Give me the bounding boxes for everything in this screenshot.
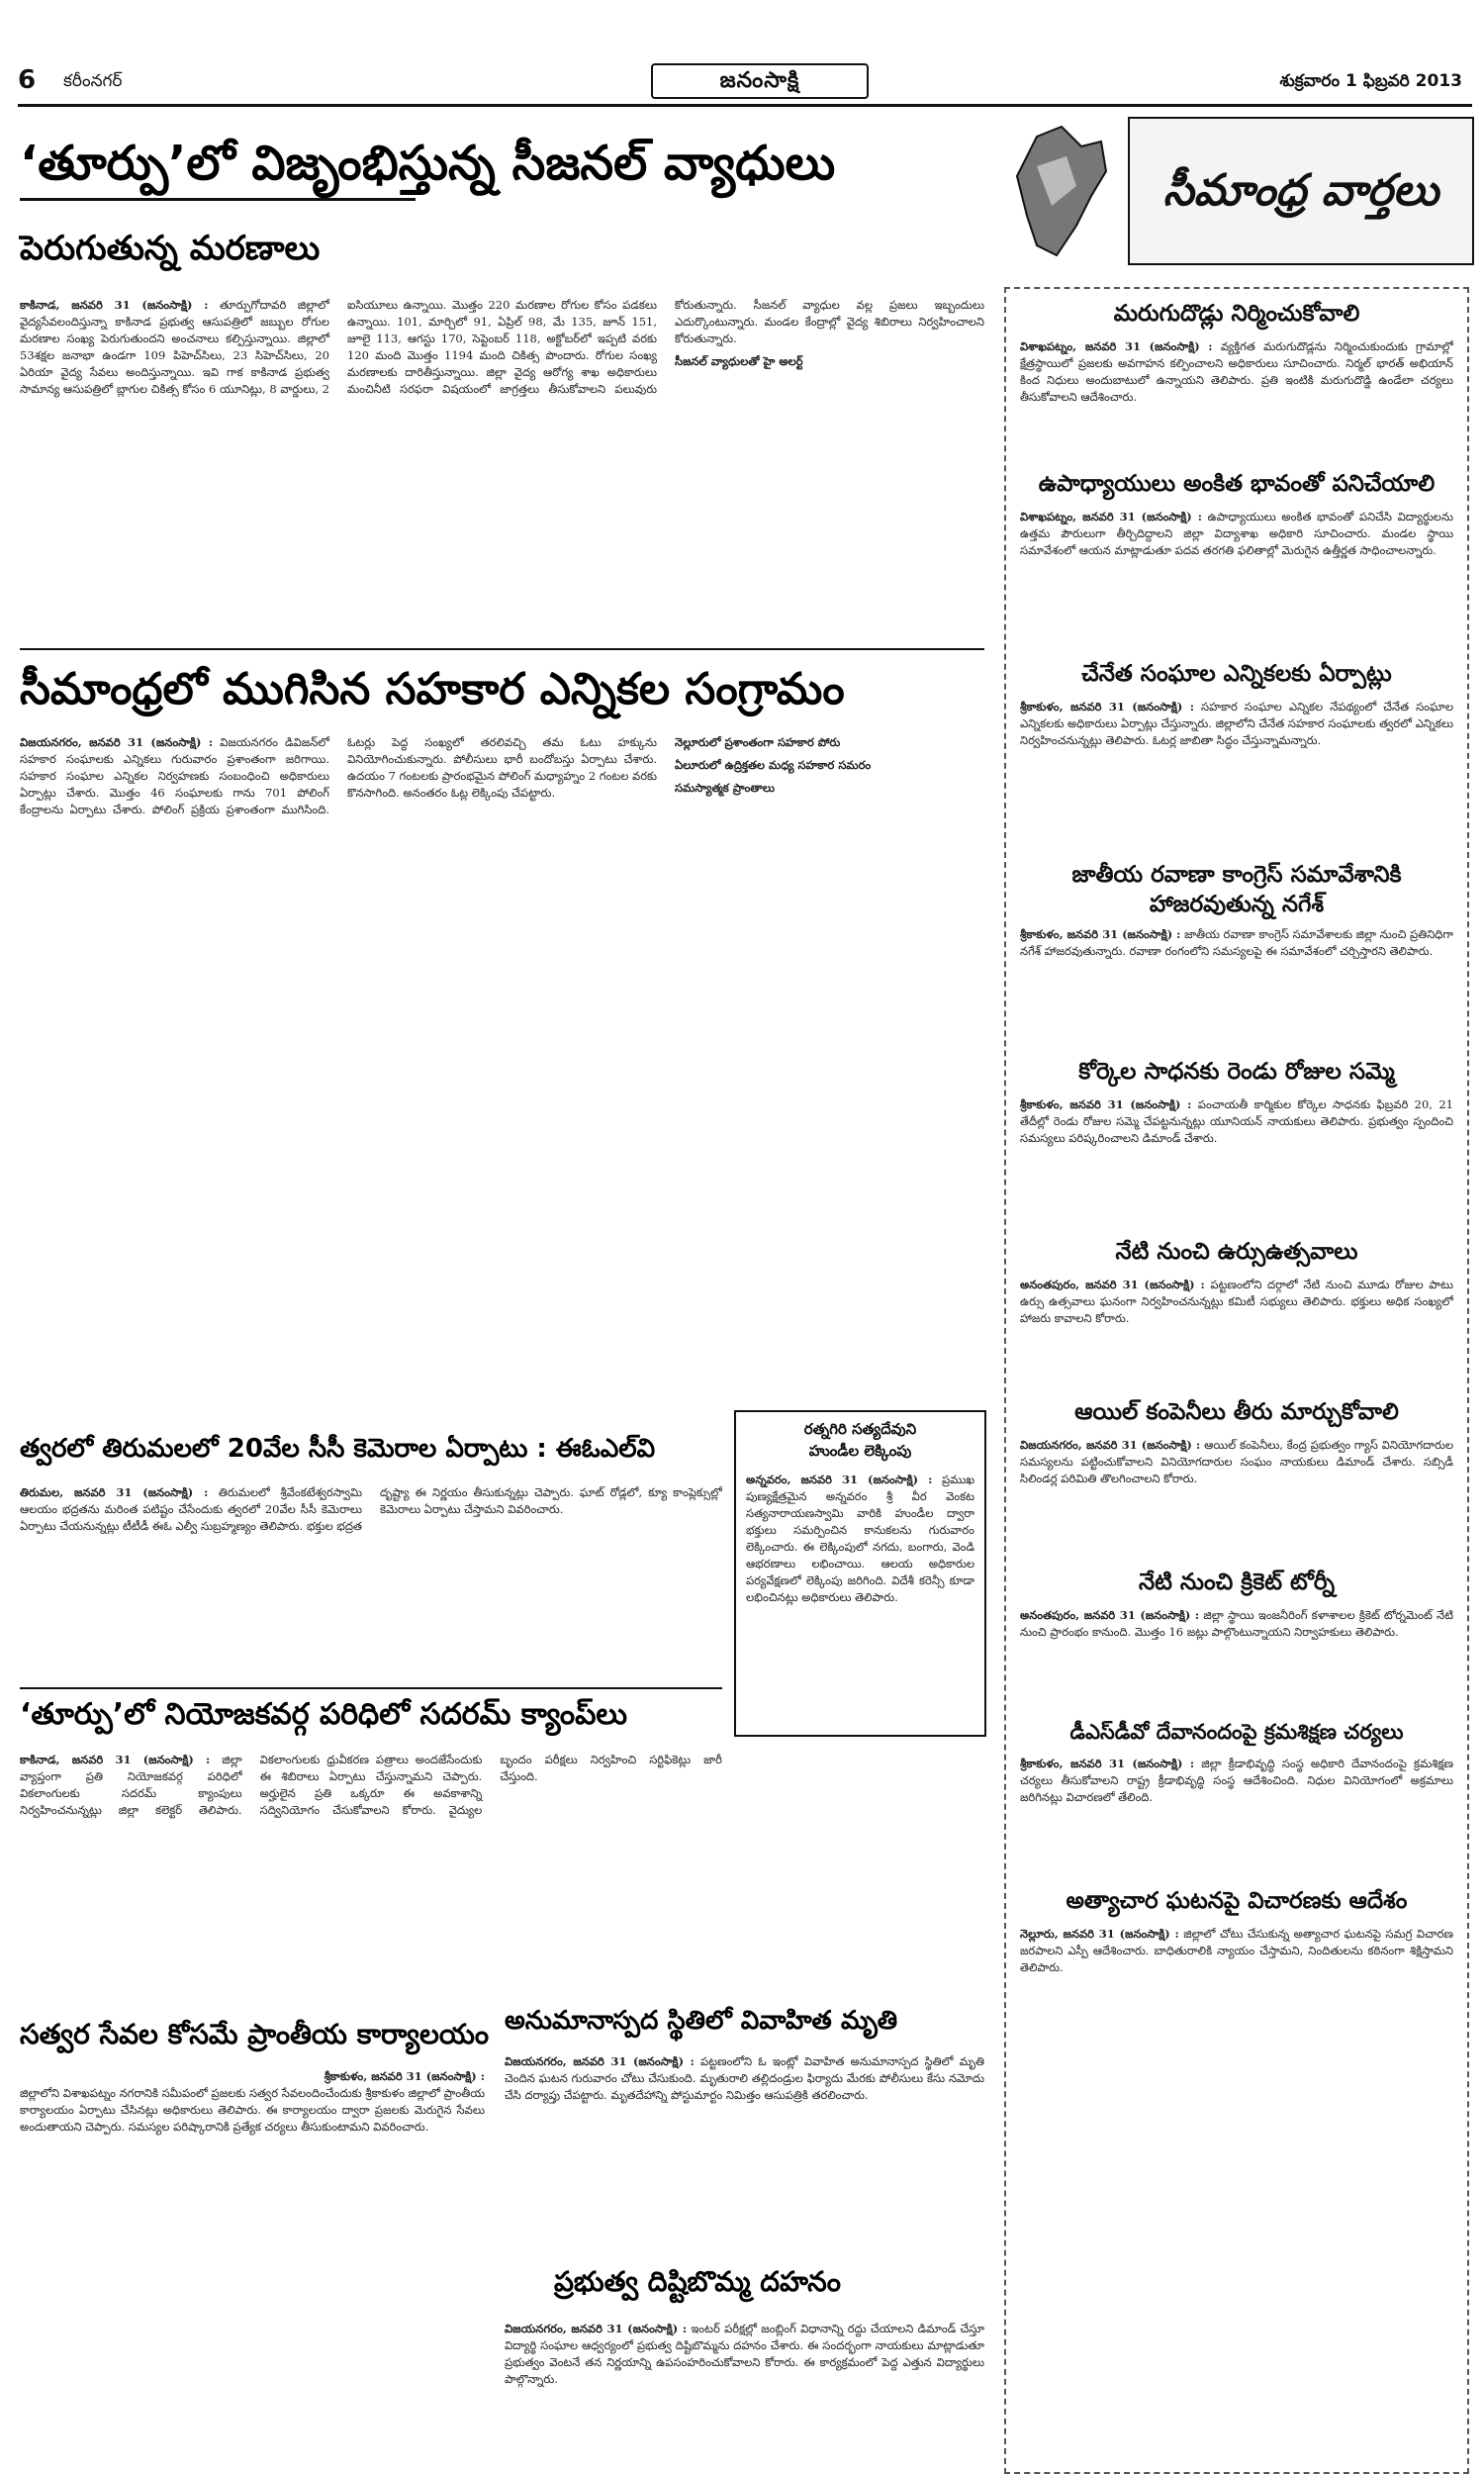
sidebar-item-title: అత్యాచార ఘటనపై విచారణకు ఆదేశం <box>1066 1887 1408 1914</box>
camp-dateline: కాకినాడ, జనవరి 31 (జనంసాక్షి) : <box>20 1753 211 1766</box>
second-subhead-2: ఏలూరులో ఉద్రిక్తతల మధ్య సహకార సమరం <box>675 758 872 772</box>
ratnagiri-body <box>746 1472 974 1729</box>
sidebar-item-text: జిల్లాలో చోటు చేసుకున్న అత్యాచార ఘటనపై సమగ్ర విచారణ జరపాలని ఎస్పీ ఆదేశించారు. బాధితురాలికి న్యాయం చేస్తామని, నిందితులను కఠినంగా శిక్షిస్తామని తెలిపారు. <box>1020 1926 1453 1974</box>
sidebar-item <box>1020 1888 1453 2045</box>
sidebar <box>1004 287 1469 2474</box>
camp-body <box>20 1752 722 1989</box>
death-dateline: విజయనగరం, జనవరి 31 (జనంసాక్షి) : <box>505 2054 695 2068</box>
sidebar-item-body <box>1020 1926 1453 2045</box>
sidebar-item-body <box>1020 1277 1453 1385</box>
death-headline: అనుమానాస్పద స్థితిలో వివాహిత మృతి <box>505 2006 898 2036</box>
tirumala-dateline: తిరుమల, జనవరి 31 (జనంసాక్షి) : <box>20 1485 209 1499</box>
ratnagiri-text: ప్రముఖ పుణ్యక్షేత్రమైన అన్నవరం శ్రీ వీర వెంకట సత్యనారాయణస్వామి వారికి హుండీల ద్వారా భక్తులు సమర్పించిన కానుకలను గురువారం లెక్కించారు. ఈ లెక్కింపులో నగదు, బంగారు, వెండి ఆభరణాలు లభించాయి. ఆలయ అధికారుల పర్యవేక్షణలో లెక్కింపు జరిగింది. విదేశీ కరెన్సీ కూడా లభించినట్లు అధికారులు తెలిపారు. <box>746 1473 974 1604</box>
sidebar-item <box>1020 1399 1453 1556</box>
office-body <box>20 2068 485 2459</box>
sidebar-item-title: నేటి నుంచి ఉర్సుఉత్సవాలు <box>1115 1238 1358 1265</box>
lead-body <box>20 297 984 633</box>
lead-rule <box>20 198 416 201</box>
sidebar-item <box>1020 861 1453 1045</box>
sidebar-item-dateline: విశాఖపట్నం, జనవరి 31 (జనంసాక్షి) : <box>1020 510 1202 523</box>
sidebar-item-text: ఉపాధ్యాయులు అంకిత భావంతో పనిచేసి విద్యార్థులను ఉత్తమ పౌరులుగా తీర్చిదిద్దాలని జిల్లా విద్యాశాఖ అధికారి సూచించారు. మండల స్థాయి సమావేశంలో ఆయన మాట్లాడుతూ పదవ తరగతి ఫలితాల్లో మెరుగైన ఉత్తీర్ణత సాధించాలన్నారు. <box>1020 510 1453 557</box>
lead-dateline: కాకినాడ, జనవరి 31 (జనంసాక్షి) : <box>20 298 209 312</box>
sidebar-item-dateline: విశాఖపట్నం, జనవరి 31 (జనంసాక్షి) : <box>1020 339 1213 353</box>
second-subhead-1: నెల్లూరులో ప్రశాంతంగా సహకార పోరు <box>675 735 841 749</box>
sidebar-item-dateline: అనంతపురం, జనవరి 31 (జనంసాక్షి) : <box>1020 1277 1205 1291</box>
effigy-body <box>505 2321 984 2459</box>
lead-text: తూర్పుగోదావరి జిల్లాలో వైద్యసేవలందిస్తున్నా కాకినాడ ప్రభుత్వ ఆసుపత్రిలో జబ్బుల రోగుల మరణాల సంఖ్య పెరుగుతుందని అంచనాలు కల్పిస్తున్నాయి. జిల్లాలో 53శక్షల జనాభా ఉండగా 109 పిహెచ్‌సిలు, 23 సిహెచ్‌సిలు, 20 ఏరియా వైద్య సేవలు అందిస్తున్నాయి. ఇవి గాక కాకినాడ ప్రభుత్వ సామాన్య ఆసుపత్రిలో బ్లాగుల చికిత్స కోసం 6 యూనిట్లు, 8 వార్డులు, 2 ఐసియూలు ఉన్నాయి. మొత్తం 220 మరణాల రోగుల కోసం పడకలు ఉన్నాయి. 101, మార్చిలో 91, ఏప్రిల్ 98, మే 135, జూన్ 151, జూలై 113, ఆగస్టు 170, సెప్టెంబర్ 118, అక్టోబర్‌లో ఇప్పటి వరకు 120 మంది మొత్తం 1194 మంది చికిత్స పొందారు. రోగుల సంఖ్య మరణాలకు దారితీస్తున్నాయి. జిల్లా వైద్య ఆరోగ్య శాఖ అధికారులు మంచినీటి సరఫరా విషయంలో జాగ్రత్తలు తీసుకోవాలని పలువురు కోరుతున్నారు. సీజనల్ వ్యాధుల వల్ల ప్రజలు ఇబ్బందులు ఎదుర్కొంటున్నారు. మండల కేంద్రాల్లో వైద్య శిబిరాలు నిర్వహించాలని కోరుతున్నారు. <box>20 298 984 396</box>
effigy-text: ఇంటర్ పరీక్షల్లో జంబ్లింగ్ విధానాన్ని రద్దు చేయాలని డిమాండ్ చేస్తూ విద్యార్థి సంఘాల ఆధ్వర్యంలో ప్రభుత్వ దిష్టిబొమ్మను దహనం చేశారు. ఈ సందర్భంగా నాయకులు మాట్లాడుతూ ప్రభుత్వం వెంటనే తన నిర్ణయాన్ని ఉపసంహరించుకోవాలని కోరారు. ఈ కార్యక్రమంలో పెద్ద ఎత్తున విద్యార్థులు పాల్గొన్నారు. <box>505 2322 984 2386</box>
office-dateline: శ్రీకాకుళం, జనవరి 31 (జనంసాక్షి) : <box>324 2069 485 2083</box>
sidebar-item-text: జిల్లా స్థాయి ఇంజనీరింగ్ కళాశాలల క్రికెట్ టోర్నమెంట్ నేటి నుంచి ప్రారంభం కానుంది. మొత్తం 16 జట్లు పాల్గొంటున్నాయని నిర్వాహకులు తెలిపారు. <box>1020 1607 1453 1639</box>
second-headline: సీమాంధ్రలో ముగిసిన సహకార ఎన్నికల సంగ్రామం <box>20 664 845 714</box>
sidebar-item-body <box>1020 926 1453 1045</box>
sidebar-item-body <box>1020 338 1453 457</box>
sidebar-item-body <box>1020 699 1453 847</box>
sidebar-item-text: జాతీయ రవాణా కాంగ్రెస్ సమావేశాలకు జిల్లా నుంచి ప్రతినిధిగా నగేశ్ హాజరవుతున్నారు. రవాణా రంగంలోని సమస్యలపై ఈ సమావేశంలో చర్చిస్తారని తెలిపారు. <box>1020 926 1453 958</box>
sidebar-item-body <box>1020 509 1453 647</box>
sidebar-banner-text: సీమాంధ్ర వార్తలు <box>1162 165 1439 216</box>
sidebar-item-dateline: అనంతపురం, జనవరి 31 (జనంసాక్షి) : <box>1020 1607 1200 1622</box>
newspaper-logo: జనంసాక్షి <box>651 63 869 99</box>
sidebar-item <box>1020 301 1453 457</box>
sidebar-item-title: చేనేత సంఘాల ఎన్నికలకు ఏర్పాట్లు <box>1081 661 1392 687</box>
camp-text: జిల్లా వ్యాప్తంగా ప్రతి నియోజకవర్గ పరిధిలో వికలాంగులకు సదరమ్ క్యాంపులు నిర్వహించనున్నట్లు జిల్లా కలెక్టర్ తెలిపారు. వికలాంగులకు ధ్రువీకరణ పత్రాలు అందజేసేందుకు ఈ శిబిరాలు ఏర్పాటు చేస్తున్నామని చెప్పారు. అర్హులైన ప్రతి ఒక్కరూ ఈ అవకాశాన్ని సద్వినియోగం చేసుకోవాలని కోరారు. వైద్యుల బృందం పరీక్షలు నిర్వహించి సర్టిఫికెట్లు జారీ చేస్తుంది. <box>20 1753 722 1817</box>
sidebar-item-body <box>1020 1437 1453 1556</box>
office-text: జిల్లాలోని విశాఖపట్నం నగరానికి సమీపంలో ప్రజలకు సత్వర సేవలందించేందుకు శ్రీకాకుళం జిల్లాలో ప్రాంతీయ కార్యాలయం ఏర్పాటు చేసినట్లు అధికారులు తెలిపారు. ఈ కార్యాలయం ద్వారా ప్రజలకు మెరుగైన సేవలు అందుతాయని చెప్పారు. సమస్యల పరిష్కారానికి ప్రత్యేక చర్యలు తీసుకుంటామని వివరించారు. <box>20 2086 485 2134</box>
lead-headline: ‘తూర్పు’లో విజృంభిస్తున్న సీజనల్ వ్యాధులు <box>20 136 836 191</box>
tirumala-text: తిరుమలలో శ్రీవేంకటేశ్వరస్వామి ఆలయం భద్రతను మరింత పటిష్టం చేసేందుకు త్వరలో 20వేల సీసీ కెమెరాలు ఏర్పాటు చేయనున్నట్లు టీటీడీ ఈఓ ఎల్వీ సుబ్రహ్మణ్యం తెలిపారు. భక్తుల భద్రత దృష్ట్యా ఈ నిర్ణయం తీసుకున్నట్లు చెప్పారు. ఘాట్ రోడ్లలో, క్యూ కాంప్లెక్సుల్లో కెమెరాలు ఏర్పాటు చేస్తామని వివరించారు. <box>20 1485 722 1533</box>
sidebar-item-text: పట్టణంలోని దర్గాలో నేటి నుంచి మూడు రోజుల పాటు ఉర్సు ఉత్సవాలు ఘనంగా నిర్వహించనున్నట్లు కమిటీ సభ్యులు తెలిపారు. భక్తులు అధిక సంఖ్యలో హాజరు కావాలని కోరారు. <box>1020 1277 1453 1325</box>
sidebar-item-text: జిల్లా క్రీడాభివృద్ధి సంస్థ అధికారి దేవానందంపై క్రమశిక్షణ చర్యలు తీసుకోవాలని రాష్ట్ర క్రీడాభివృద్ధి సంస్థ ఆదేశించింది. నిధుల వినియోగంలో అక్రమాలు జరిగినట్లు విచారణలో తేలింది. <box>1020 1756 1453 1804</box>
issue-date: శుక్రవారం 1 ఫిబ్రవరి 2013 <box>1279 71 1462 91</box>
sidebar-item-dateline: శ్రీకాకుళం, జనవరి 31 (జనంసాక్షి) : <box>1020 700 1194 714</box>
sidebar-item <box>1020 1239 1453 1385</box>
ratnagiri-box <box>734 1410 986 1737</box>
sidebar-item-body <box>1020 1096 1453 1225</box>
sidebar-item-title: జాతీయ రవాణా కాంగ్రెస్ సమావేశానికి హాజరవుతున్న నగేశ్ <box>1071 862 1402 917</box>
sidebar-item-title: ఆయిల్ కంపెనీలు తీరు మార్చుకోవాలి <box>1074 1398 1399 1425</box>
second-dateline: విజయనగరం, జనవరి 31 (జనంసాక్షి) : <box>20 735 214 749</box>
sidebar-item-title: కోర్కెల సాధనకు రెండు రోజుల సమ్మె <box>1078 1058 1395 1085</box>
divider <box>20 648 984 650</box>
ratnagiri-title-2: హుండీల లెక్కింపు <box>808 1442 912 1460</box>
death-text: పట్టణంలోని ఓ ఇంట్లో వివాహిత అనుమానాస్పద స్థితిలో మృతి చెందిన ఘటన గురువారం చోటు చేసుకుంది. మృతురాలి తల్లిదండ్రుల ఫిర్యాదు మేరకు పోలీసులు కేసు నమోదు చేసి దర్యాప్తు చేపట్టారు. మృతదేహాన్ని పోస్టుమార్టం నిమిత్తం ఆసుపత్రికి తరలించారు. <box>505 2054 984 2102</box>
second-text: విజయనగరం డివిజన్‌లో సహకార సంఘాలకు ఎన్నికలు గురువారం ప్రశాంతంగా జరిగాయి. సహకార సంఘాల ఎన్నికల నిర్వహణకు సంబంధించి అధికారులు ఏర్పాట్లు చేశారు. మొత్తం 46 సంఘాలకు గాను 701 పోలింగ్ కేంద్రాలను ఏర్పాటు చేశారు. పోలింగ్ ప్రక్రియ ప్రశాంతంగా ముగిసింది. ఓటర్లు పెద్ద సంఖ్యలో తరలివచ్చి తమ ఓటు హక్కును వినియోగించుకున్నారు. పోలీసులు భారీ బందోబస్తు ఏర్పాటు చేశారు. ఉదయం 7 గంటలకు ప్రారంభమైన పోలింగ్ మధ్యాహ్నం 2 గంటల వరకు కొనసాగింది. అనంతరం ఓట్ల లెక్కింపు చేపట్టారు. <box>20 735 657 816</box>
sidebar-banner <box>1128 117 1474 265</box>
page-number: 6 <box>18 65 37 95</box>
lead-subhead-2: సీజనల్ వ్యాధులతో హై అలర్ట్ <box>675 354 803 368</box>
sidebar-item <box>1020 1059 1453 1225</box>
camp-headline: ‘తూర్పు’లో నియోజకవర్గ పరిధిలో సదరమ్ క్యాంప్‌లు <box>20 1697 628 1732</box>
death-body <box>505 2053 984 2241</box>
sidebar-item-dateline: విజయనగరం, జనవరి 31 (జనంసాక్షి) : <box>1020 1437 1201 1452</box>
sidebar-item-dateline: నెల్లూరు, జనవరి 31 (జనంసాక్షి) : <box>1020 1926 1179 1941</box>
divider <box>20 1687 722 1689</box>
sidebar-item-body <box>1020 1607 1453 1706</box>
sidebar-item-text: సహకార సంఘాల ఎన్నికల నేపథ్యంలో చేనేత సంఘాల ఎన్నికలకు అధికారులు ఏర్పాట్లు చేస్తున్నారు. జిల్లాలోని చేనేత సహకార సంఘాలకు త్వరలో ఎన్నికలు నిర్వహించనున్నట్లు తెలిపారు. ఓటర్ల జాబితా సిద్ధం చేస్తున్నామన్నారు. <box>1020 700 1453 747</box>
sidebar-item-text: ఆయిల్ కంపెనీలు, కేంద్ర ప్రభుత్వం గ్యాస్ వినియోగదారుల సమస్యలను పట్టించుకోవాలని వినియోగదారుల సంఘం నాయకులు డిమాండ్ చేశారు. సబ్సిడీ సిలిండర్ల పరిమితి తొలగించాలని కోరారు. <box>1020 1437 1453 1485</box>
sidebar-item <box>1020 1570 1453 1706</box>
sidebar-item <box>1020 661 1453 847</box>
sidebar-item-text: పంచాయతీ కార్మికుల కోర్కెల సాధనకు ఫిబ్రవరి 20, 21 తేదీల్లో రెండు రోజుల సమ్మె చేపట్టనున్నట్లు యూనియన్ నాయకులు తెలిపారు. ప్రభుత్వం స్పందించి సమస్యలు పరిష్కరించాలని డిమాండ్ చేశారు. <box>1020 1096 1453 1145</box>
effigy-headline: ప్రభుత్వ దిష్టిబొమ్మ దహనం <box>554 2265 841 2298</box>
sidebar-item-title: నేటి నుంచి క్రికెట్ టోర్నీ <box>1138 1569 1336 1595</box>
sidebar-item-title: మరుగుదొడ్లు నిర్మించుకోవాలి <box>1113 301 1360 327</box>
ratnagiri-title-1: రత్నగిరి సత్యదేవుని <box>803 1420 917 1438</box>
effigy-dateline: విజయనగరం, జనవరి 31 (జనంసాక్షి) : <box>505 2322 688 2335</box>
sidebar-item-dateline: శ్రీకాకుళం, జనవరి 31 (జనంసాక్షి) : <box>1020 1096 1192 1111</box>
second-subhead-3: సమస్యాత్మక ప్రాంతాలు <box>675 781 775 795</box>
state-map-icon <box>1007 117 1112 265</box>
sidebar-item-title: డీఎస్‌డీవో దేవానందంపై క్రమశిక్షణ చర్యలు <box>1069 1719 1404 1744</box>
tirumala-headline: త్వరలో తిరుమలలో 20వేల సీసీ కెమెరాల ఏర్పాటు : ఈఓఎల్‌వి <box>20 1434 656 1464</box>
tirumala-body <box>20 1484 722 1677</box>
second-body <box>20 734 984 1407</box>
sidebar-item <box>1020 471 1453 647</box>
sidebar-item <box>1020 1720 1453 1874</box>
ratnagiri-dateline: అన్నవరం, జనవరి 31 (జనంసాక్షి) : <box>746 1473 933 1486</box>
office-headline: సత్వర సేవల కోసమే ప్రాంతీయ కార్యాలయం <box>20 2018 490 2050</box>
sidebar-item-body <box>1020 1756 1453 1874</box>
sidebar-item-dateline: శ్రీకాకుళం, జనవరి 31 (జనంసాక్షి) : <box>1020 926 1181 941</box>
section-name: కరీంనగర్ <box>63 71 123 91</box>
page-header <box>18 61 1472 107</box>
sidebar-item-dateline: శ్రీకాకుళం, జనవరి 31 (జనంసాక్షి) : <box>1020 1756 1195 1770</box>
sidebar-item-text: వ్యక్తిగత మరుగుదొడ్లను నిర్మించుకుందుకు గ్రామాల్లో క్షేత్రస్థాయిలో ప్రజలకు అవగాహన కల్పించాలని అధికారులు సూచించారు. నిర్మల్ భారత్ అభియాన్ కింద నిధులు అందుబాటులో ఉన్నాయని తెలిపారు. ప్రతి ఇంటికి మరుగుదొడ్డి ఉండేలా చర్యలు తీసుకోవాలని ఆదేశించారు. <box>1020 339 1453 404</box>
sidebar-item-title: ఉపాధ్యాయులు అంకిత భావంతో పనిచేయాలి <box>1038 471 1436 497</box>
lead-subhead: పెరుగుతున్న మరణాలు <box>20 229 321 268</box>
